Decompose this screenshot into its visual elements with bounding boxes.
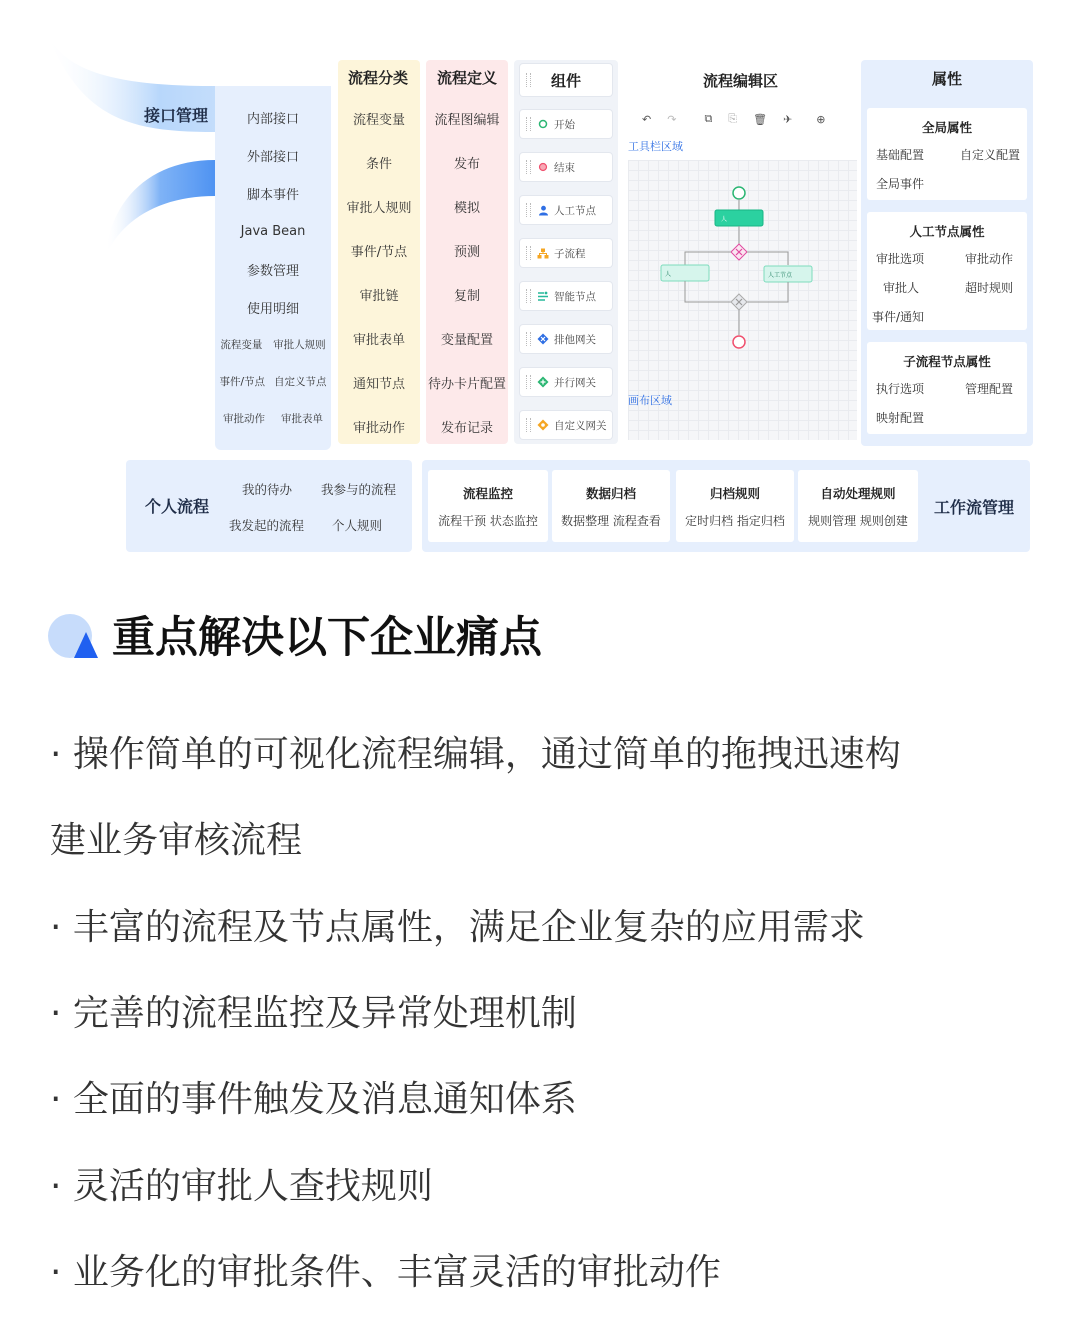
drag-handle-icon[interactable] <box>526 332 531 346</box>
wf-card-archive[interactable] <box>552 470 670 542</box>
manual-attributes-title: 人工节点属性 <box>909 224 985 239</box>
flow-definition-item[interactable]: 模拟 <box>453 200 480 216</box>
personal-item[interactable]: 我发起的流程 <box>229 518 305 533</box>
editor-toolbar <box>628 108 856 130</box>
section-heading-icon <box>48 612 100 662</box>
end-circle-icon <box>537 161 549 173</box>
components-title-text: 组件 <box>550 71 581 90</box>
exclusive-gateway-icon <box>537 333 549 345</box>
interface-small-row <box>215 363 331 400</box>
clear-icon[interactable]: ✈ <box>783 112 793 126</box>
flow-definition-item[interactable]: 待办卡片配置 <box>427 376 506 392</box>
flow-category-item[interactable]: 审批动作 <box>352 420 405 436</box>
interface-item[interactable]: 内部接口 <box>246 111 299 127</box>
wf-card-title: 归档规则 <box>709 486 760 501</box>
flow-definition-item[interactable]: 预测 <box>453 244 480 260</box>
drag-handle-icon <box>526 73 531 87</box>
bullet-item: · 完善的流程监控及异常处理机制 <box>50 993 577 1034</box>
drag-handle-icon[interactable] <box>526 289 531 303</box>
interface-small-item[interactable]: 流程变量 <box>220 339 263 351</box>
personal-flow-title: 个人流程 <box>144 496 209 516</box>
components-title <box>520 64 612 96</box>
personal-item[interactable]: 我参与的流程 <box>320 482 396 497</box>
section-title: 重点解决以下企业痛点 <box>112 613 542 663</box>
components-column <box>514 60 618 444</box>
flow-definition-item[interactable]: 发布 <box>453 156 480 172</box>
attributes-title: 属性 <box>931 69 962 88</box>
interface-small-item[interactable]: 事件/节点 <box>219 376 266 388</box>
interface-small-item[interactable]: 自定义节点 <box>274 376 327 388</box>
attributes-column <box>861 60 1033 446</box>
flow-category-list <box>338 96 420 448</box>
drag-handle-icon[interactable] <box>526 117 531 131</box>
interface-mgmt-title: 接口管理 <box>143 105 208 125</box>
attr-item[interactable]: 执行选项 <box>876 382 925 396</box>
flow-category-item[interactable]: 审批人规则 <box>346 200 412 216</box>
flow-category-item[interactable]: 流程变量 <box>352 112 405 128</box>
drag-handle-icon[interactable] <box>526 246 531 260</box>
interface-item[interactable]: 脚本事件 <box>246 187 299 203</box>
wf-card-sub: 流程干预 状态监控 <box>438 514 538 528</box>
delete-icon[interactable]: 🗑 <box>753 112 768 126</box>
manual-node-attributes-card <box>867 212 1027 330</box>
personal-row <box>226 480 406 498</box>
bullet-item: · 丰富的流程及节点属性，满足企业复杂的应用需求 <box>50 907 865 948</box>
interface-item[interactable]: 外部接口 <box>246 149 299 165</box>
bullet-item-continuation: 建业务审核流程 <box>50 820 303 861</box>
component-label: 智能节点 <box>554 290 596 303</box>
end-node <box>733 336 745 348</box>
component-label: 开始 <box>554 118 575 131</box>
attr-item[interactable]: 审批选项 <box>876 252 925 266</box>
component-label: 并行网关 <box>554 376 596 389</box>
component-label: 结束 <box>554 161 575 174</box>
wf-card-title: 数据归档 <box>585 486 636 501</box>
attr-item[interactable]: 超时规则 <box>964 281 1013 295</box>
component-label: 子流程 <box>554 247 586 260</box>
parallel-gateway-icon <box>537 376 549 388</box>
flow-editor <box>624 60 857 444</box>
flow-category-item[interactable]: 通知节点 <box>352 376 405 392</box>
toolbar-area-label: 工具栏区域 <box>628 140 683 153</box>
flow-definition-title: 流程定义 <box>436 68 497 87</box>
wf-card-archive-rules[interactable] <box>676 470 794 542</box>
interface-small-item[interactable]: 审批表单 <box>281 413 323 425</box>
node-label: 人 <box>721 216 728 223</box>
node-label: 人 <box>665 271 672 278</box>
wf-card-sub: 规则管理 规则创建 <box>808 514 908 528</box>
component-custom-gateway[interactable] <box>520 411 612 439</box>
attr-item[interactable]: 事件/通知 <box>872 310 925 324</box>
copy-icon[interactable]: ⧉ <box>704 112 713 125</box>
component-label: 人工节点 <box>554 204 596 217</box>
bullet-item: · 操作简单的可视化流程编辑，通过简单的拖拽迅速构 <box>50 734 901 775</box>
wf-card-sub: 数据整理 流程查看 <box>561 514 661 528</box>
flow-definition-item[interactable]: 复制 <box>453 288 480 304</box>
wf-card-auto-rules[interactable] <box>798 470 918 542</box>
attr-item[interactable]: 管理配置 <box>964 382 1013 396</box>
smart-node-icon <box>537 290 549 302</box>
flow-category-item[interactable]: 事件/节点 <box>350 244 408 260</box>
component-parallel-gateway[interactable] <box>520 368 612 396</box>
global-attributes-card <box>867 108 1027 200</box>
component-start[interactable] <box>520 110 612 138</box>
subflow-icon <box>537 247 549 259</box>
subflow-attributes-card <box>867 342 1027 434</box>
component-smart-node[interactable] <box>520 282 612 310</box>
bullet-item: · 灵活的审批人查找规则 <box>50 1166 433 1207</box>
drag-handle-icon[interactable] <box>526 375 531 389</box>
bullet-item: · 业务化的审批条件、丰富灵活的审批动作 <box>50 1252 721 1293</box>
custom-gateway-icon <box>537 419 549 431</box>
drag-handle-icon[interactable] <box>526 203 531 217</box>
flow-definition-item[interactable]: 变量配置 <box>440 332 493 348</box>
bullet-item: · 全面的事件触发及消息通知体系 <box>50 1079 577 1120</box>
workflow-mgmt-panel <box>422 460 1030 552</box>
wf-card-title: 流程监控 <box>462 486 513 501</box>
personal-item[interactable]: 我的待办 <box>242 482 293 497</box>
attr-item[interactable]: 映射配置 <box>876 411 925 425</box>
person-icon <box>537 204 549 216</box>
zoom-icon[interactable]: ⊕ <box>816 112 826 126</box>
attr-item[interactable]: 自定义配置 <box>959 148 1020 162</box>
editor-title: 流程编辑区 <box>702 71 778 90</box>
flow-category-item[interactable]: 审批链 <box>359 288 399 304</box>
paste-icon[interactable]: ⎘ <box>728 112 738 125</box>
drag-handle-icon[interactable] <box>526 418 531 432</box>
personal-item[interactable]: 个人规则 <box>331 518 382 533</box>
flow-definition-item[interactable]: 发布记录 <box>440 420 493 436</box>
redo-icon[interactable]: ↷ <box>667 112 677 126</box>
component-end[interactable] <box>520 153 612 181</box>
interface-item[interactable]: 使用明细 <box>246 301 299 317</box>
canvas-area-label: 画布区域 <box>628 394 672 407</box>
interface-item[interactable]: Java Bean <box>240 223 306 239</box>
node-label: 人工节点 <box>768 272 793 279</box>
interface-small-row <box>215 326 331 363</box>
wf-card-monitor[interactable] <box>428 470 548 542</box>
interface-item[interactable]: 参数管理 <box>246 263 299 279</box>
flow-definition-item[interactable]: 流程图编辑 <box>434 112 500 128</box>
workflow-mgmt-title: 工作流管理 <box>933 497 1014 517</box>
component-subflow[interactable] <box>520 239 612 267</box>
personal-flow-panel <box>126 460 412 552</box>
wf-card-sub: 定时归档 指定归档 <box>685 514 785 528</box>
attr-item[interactable]: 基础配置 <box>876 148 925 162</box>
start-circle-icon <box>537 118 549 130</box>
undo-icon[interactable]: ↶ <box>642 112 652 126</box>
interface-small-item[interactable]: 审批动作 <box>223 413 265 425</box>
interface-mgmt-column <box>215 86 331 450</box>
wf-card-title: 自动处理规则 <box>820 486 896 501</box>
component-manual-node[interactable] <box>520 196 612 224</box>
component-label: 排他网关 <box>554 333 596 346</box>
drag-handle-icon[interactable] <box>526 160 531 174</box>
flow-category-item[interactable]: 审批表单 <box>352 332 405 348</box>
global-attributes-title: 全局属性 <box>921 120 972 135</box>
subflow-attributes-title: 子流程节点属性 <box>903 354 991 369</box>
flow-definition-list <box>426 96 508 448</box>
component-label: 自定义网关 <box>554 419 607 432</box>
personal-row <box>226 516 406 534</box>
interface-small-row <box>215 400 331 437</box>
attr-item[interactable]: 审批动作 <box>964 252 1013 266</box>
start-node <box>733 187 745 199</box>
attr-item[interactable]: 审批人 <box>883 281 920 295</box>
component-exclusive-gateway[interactable] <box>520 325 612 353</box>
attr-item[interactable]: 全局事件 <box>876 177 925 191</box>
flow-category-item[interactable]: 条件 <box>365 156 392 172</box>
flow-category-title: 流程分类 <box>347 68 408 87</box>
interface-small-item[interactable]: 审批人规则 <box>273 339 326 351</box>
